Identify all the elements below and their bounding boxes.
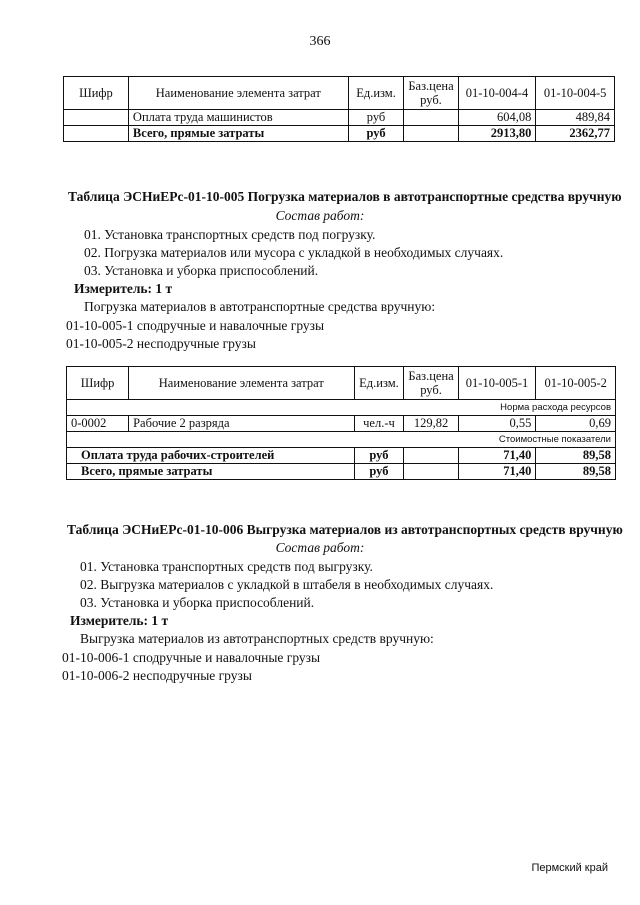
- description-005: Погрузка материалов в автотранспортные средства вручную:: [84, 299, 436, 314]
- cell-value-2: 89,58: [536, 464, 616, 480]
- cell-value-1: 2913,80: [458, 126, 536, 142]
- cell-price: [404, 464, 458, 480]
- meter-label-005: Измеритель: 1 т: [74, 281, 173, 296]
- table-row: [64, 126, 615, 142]
- cell-value-2: 0,69: [536, 416, 616, 432]
- table-row: [67, 464, 616, 480]
- cell-name: Оплата труда машинистов: [128, 110, 348, 126]
- table-row: [67, 448, 616, 464]
- header-base-price-line2: руб.: [420, 383, 442, 397]
- item-code-line: 01-10-006-1 сподручные и навалочные грузы: [62, 650, 321, 665]
- work-step: 01. Установка транспортных средств под выгрузку.: [80, 559, 373, 574]
- work-step: 02. Выгрузка материалов с укладкой в штабеля в необходимых случаях.: [80, 577, 494, 592]
- item-code-line: 01-10-005-1 сподручные и навалочные грузы: [66, 318, 325, 333]
- footer-region-label: Пермский край: [531, 862, 608, 874]
- cost-table-004: [63, 76, 615, 142]
- item-code-line: 01-10-005-2 несподручные грузы: [66, 336, 256, 351]
- table-header-row: [64, 77, 615, 110]
- meter-label-006: Измеритель: 1 т: [70, 613, 169, 628]
- cell-value-1: 604,08: [458, 110, 536, 126]
- cell-price: [404, 448, 458, 464]
- header-name: Наименование элемента затрат: [128, 77, 348, 110]
- cell-unit: руб: [348, 126, 404, 142]
- work-step: 03. Установка и уборка приспособлений.: [84, 263, 319, 278]
- cost-section-label: Стоимостные показатели: [67, 432, 616, 448]
- header-unit: Ед.изм.: [354, 367, 404, 400]
- table-row: [64, 110, 615, 126]
- cell-name: Оплата труда рабочих-строителей: [67, 448, 355, 464]
- header-name: Наименование элемента затрат: [129, 367, 354, 400]
- cost-table-005: [66, 366, 616, 480]
- header-col2: 01-10-004-5: [536, 77, 615, 110]
- cell-unit: чел.-ч: [354, 416, 404, 432]
- cell-unit: руб: [354, 448, 404, 464]
- cell-name: Всего, прямые затраты: [128, 126, 348, 142]
- cost-section-row: [67, 432, 616, 448]
- cell-code: 0-0002: [67, 416, 129, 432]
- cell-value-2: 89,58: [536, 448, 616, 464]
- header-col1: 01-10-005-1: [458, 367, 536, 400]
- work-step: 03. Установка и уборка приспособлений.: [80, 595, 315, 610]
- cell-value-1: 71,40: [458, 464, 536, 480]
- cell-price: [404, 110, 458, 126]
- item-code-line: 01-10-006-2 несподручные грузы: [62, 668, 252, 683]
- header-unit: Ед.изм.: [348, 77, 404, 110]
- cell-unit: руб: [354, 464, 404, 480]
- composition-heading-005: Состав работ:: [275, 208, 365, 223]
- cell-value-1: 0,55: [458, 416, 536, 432]
- header-base-price: [404, 367, 458, 400]
- table-row: [67, 416, 616, 432]
- norm-section-label: Норма расхода ресурсов: [67, 400, 616, 416]
- cell-value-1: 71,40: [458, 448, 536, 464]
- composition-heading-006: Состав работ:: [275, 540, 365, 555]
- cell-code: [64, 110, 129, 126]
- cell-value-2: 489,84: [536, 110, 615, 126]
- work-step: 02. Погрузка материалов или мусора с укладкой в необходимых случаях.: [84, 245, 504, 260]
- header-code: Шифр: [64, 77, 129, 110]
- cell-price: 129,82: [404, 416, 458, 432]
- work-step: 01. Установка транспортных средств под погрузку.: [84, 227, 376, 242]
- header-col1: 01-10-004-4: [458, 77, 536, 110]
- header-base-price-line1: Баз.цена: [408, 79, 454, 93]
- header-base-price: [404, 77, 458, 110]
- page-number: 366: [309, 34, 331, 49]
- cell-unit: руб: [348, 110, 404, 126]
- header-col2: 01-10-005-2: [536, 367, 616, 400]
- cell-name: Всего, прямые затраты: [67, 464, 355, 480]
- cell-name: Рабочие 2 разряда: [129, 416, 354, 432]
- header-base-price-line2: руб.: [420, 93, 442, 107]
- cell-price: [404, 126, 458, 142]
- table-title-006: Таблица ЭСНиЕРс-01-10-006 Выгрузка материалов из автотранспортных средств вручную: [67, 522, 623, 537]
- norm-section-row: [67, 400, 616, 416]
- cell-code: [64, 126, 129, 142]
- header-base-price-line1: Баз.цена: [408, 369, 454, 383]
- table-header-row: [67, 367, 616, 400]
- description-006: Выгрузка материалов из автотранспортных средств вручную:: [80, 631, 434, 646]
- header-code: Шифр: [67, 367, 129, 400]
- table-title-005: Таблица ЭСНиЕРс-01-10-005 Погрузка материалов в автотранспортные средства вручную: [68, 189, 622, 204]
- cell-value-2: 2362,77: [536, 126, 615, 142]
